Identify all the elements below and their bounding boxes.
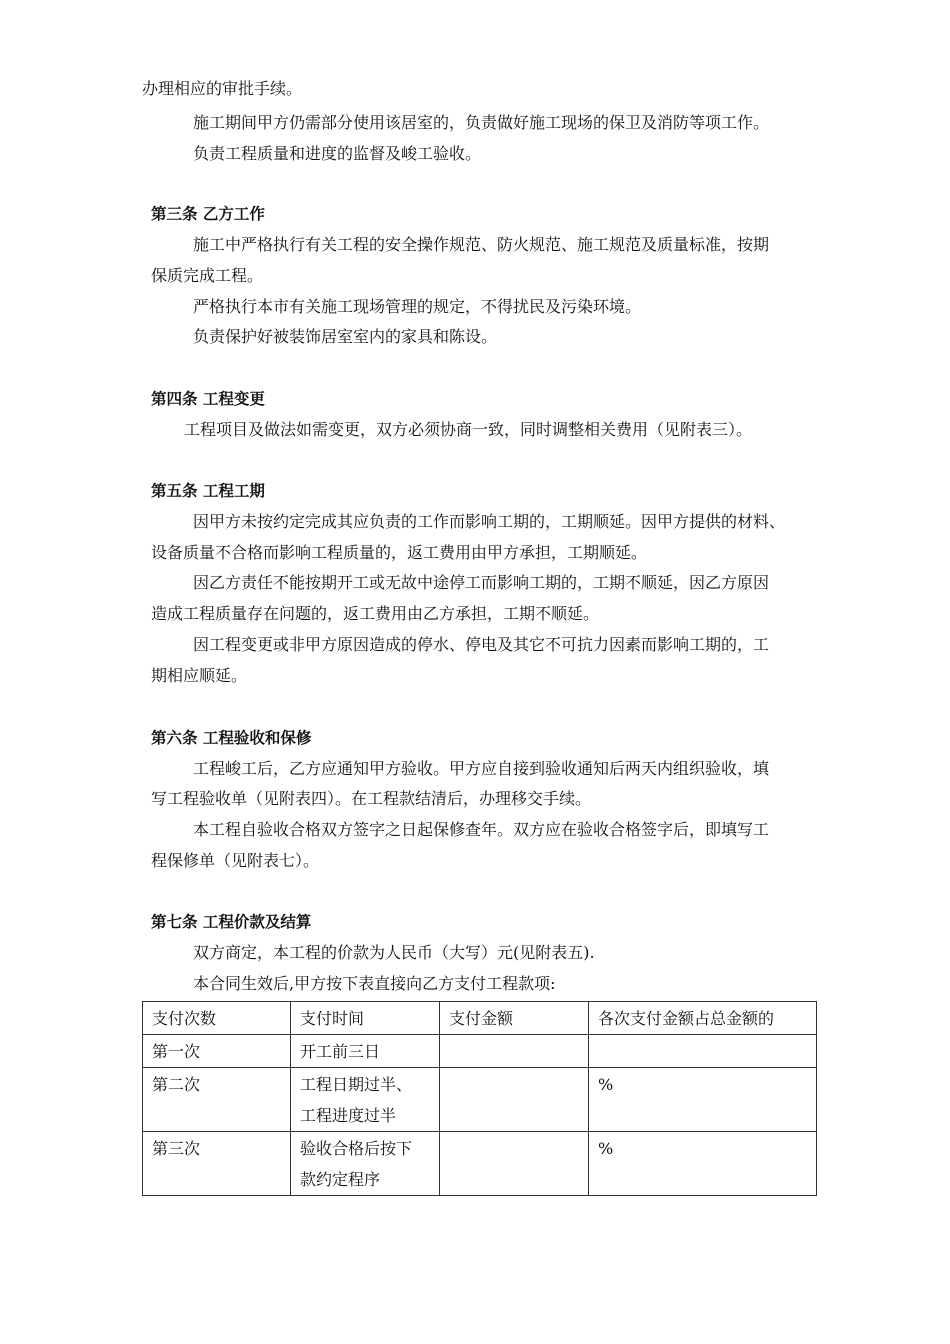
cell-times: 第二次: [143, 1068, 291, 1132]
article-5-paragraph-2a: 因乙方责任不能按期开工或无故中途停工而影响工期的，工期不顺延，因乙方原因: [193, 573, 770, 592]
article-3-heading: 第三条 乙方工作: [151, 205, 265, 223]
article-6-paragraph-1b: 写工程验收单（见附表四）。在工程款结清后，办理移交手续。: [151, 789, 592, 808]
cell-time: [291, 1035, 440, 1068]
intro-paragraph-3: 负责工程质量和进度的监督及峻工验收。: [193, 144, 482, 163]
table-row: [143, 1035, 817, 1068]
table-row: [143, 1132, 817, 1196]
article-3-paragraph-2: 严格执行本市有关施工现场管理的规定，不得扰民及污染环境。: [193, 297, 642, 316]
article-5-paragraph-1a: 因甲方未按约定完成其应负责的工作而影响工期的，工期顺延。因甲方提供的材料、: [193, 512, 786, 531]
article-7-heading: 第七条 工程价款及结算: [151, 913, 312, 931]
cell-time-line: 工程日期过半、: [300, 1075, 413, 1094]
cell-time: [291, 1132, 440, 1196]
article-5-paragraph-3a: 因工程变更或非甲方原因造成的停水、停电及其它不可抗力因素而影响工期的，工: [193, 635, 770, 654]
article-6-paragraph-2b: 程保修单（见附表七）。: [151, 851, 320, 870]
cell-time-line: 款约定程序: [300, 1170, 381, 1189]
article-7-paragraph-1: 双方商定，本工程的价款为人民币（大写）元(见附表五).: [193, 943, 595, 962]
header-cell-amount: 支付金额: [440, 1002, 589, 1035]
cell-time-line: 工程进度过半: [300, 1106, 397, 1125]
article-4-heading: 第四条 工程变更: [151, 390, 265, 408]
header-cell-percent: 各次支付金额占总金额的: [589, 1002, 817, 1035]
cell-percent: %: [589, 1068, 817, 1132]
header-cell-times: 支付次数: [143, 1002, 291, 1035]
table-header-row: [143, 1002, 817, 1035]
cell-amount: [440, 1132, 589, 1196]
article-4-paragraph-1: 工程项目及做法如需变更，双方必须协商一致，同时调整相关费用（见附表三）。: [184, 420, 753, 439]
article-3-paragraph-1b: 保质完成工程。: [151, 266, 264, 285]
table-row: [143, 1068, 817, 1132]
cell-percent: [589, 1035, 817, 1068]
article-5-paragraph-1b: 设备质量不合格而影响工程质量的，返工费用由甲方承担，工期顺延。: [151, 543, 648, 562]
intro-paragraph-2: 施工期间甲方仍需部分使用该居室的，负责做好施工现场的保卫及消防等项工作。: [193, 113, 770, 132]
article-5-paragraph-3b: 期相应顺延。: [151, 666, 248, 685]
header-cell-time: 支付时间: [291, 1002, 440, 1035]
article-7-paragraph-2: 本合同生效后,甲方按下表直接向乙方支付工程款项:: [193, 974, 556, 993]
cell-percent: %: [589, 1132, 817, 1196]
payment-schedule-table: [142, 1001, 817, 1196]
article-5-paragraph-2b: 造成工程质量存在问题的，返工费用由乙方承担，工期不顺延。: [151, 604, 600, 623]
intro-paragraph-1: 办理相应的审批手续。: [142, 79, 303, 98]
cell-time: [291, 1068, 440, 1132]
article-3-paragraph-3: 负责保护好被装饰居室室内的家具和陈设。: [193, 327, 498, 346]
cell-times: 第三次: [143, 1132, 291, 1196]
cell-times: 第一次: [143, 1035, 291, 1068]
cell-time-line: 开工前三日: [300, 1042, 381, 1061]
cell-time-line: 验收合格后按下: [300, 1139, 413, 1158]
article-6-paragraph-2a: 本工程自验收合格双方签字之日起保修查年。双方应在验收合格签字后，即填写工: [193, 820, 770, 839]
article-6-heading: 第六条 工程验收和保修: [151, 729, 312, 747]
article-6-paragraph-1a: 工程峻工后，乙方应通知甲方验收。甲方应自接到验收通知后两天内组织验收，填: [193, 759, 770, 778]
article-5-heading: 第五条 工程工期: [151, 482, 265, 500]
cell-amount: [440, 1035, 589, 1068]
article-3-paragraph-1a: 施工中严格执行有关工程的安全操作规范、防火规范、施工规范及质量标准，按期: [193, 235, 770, 254]
cell-amount: [440, 1068, 589, 1132]
